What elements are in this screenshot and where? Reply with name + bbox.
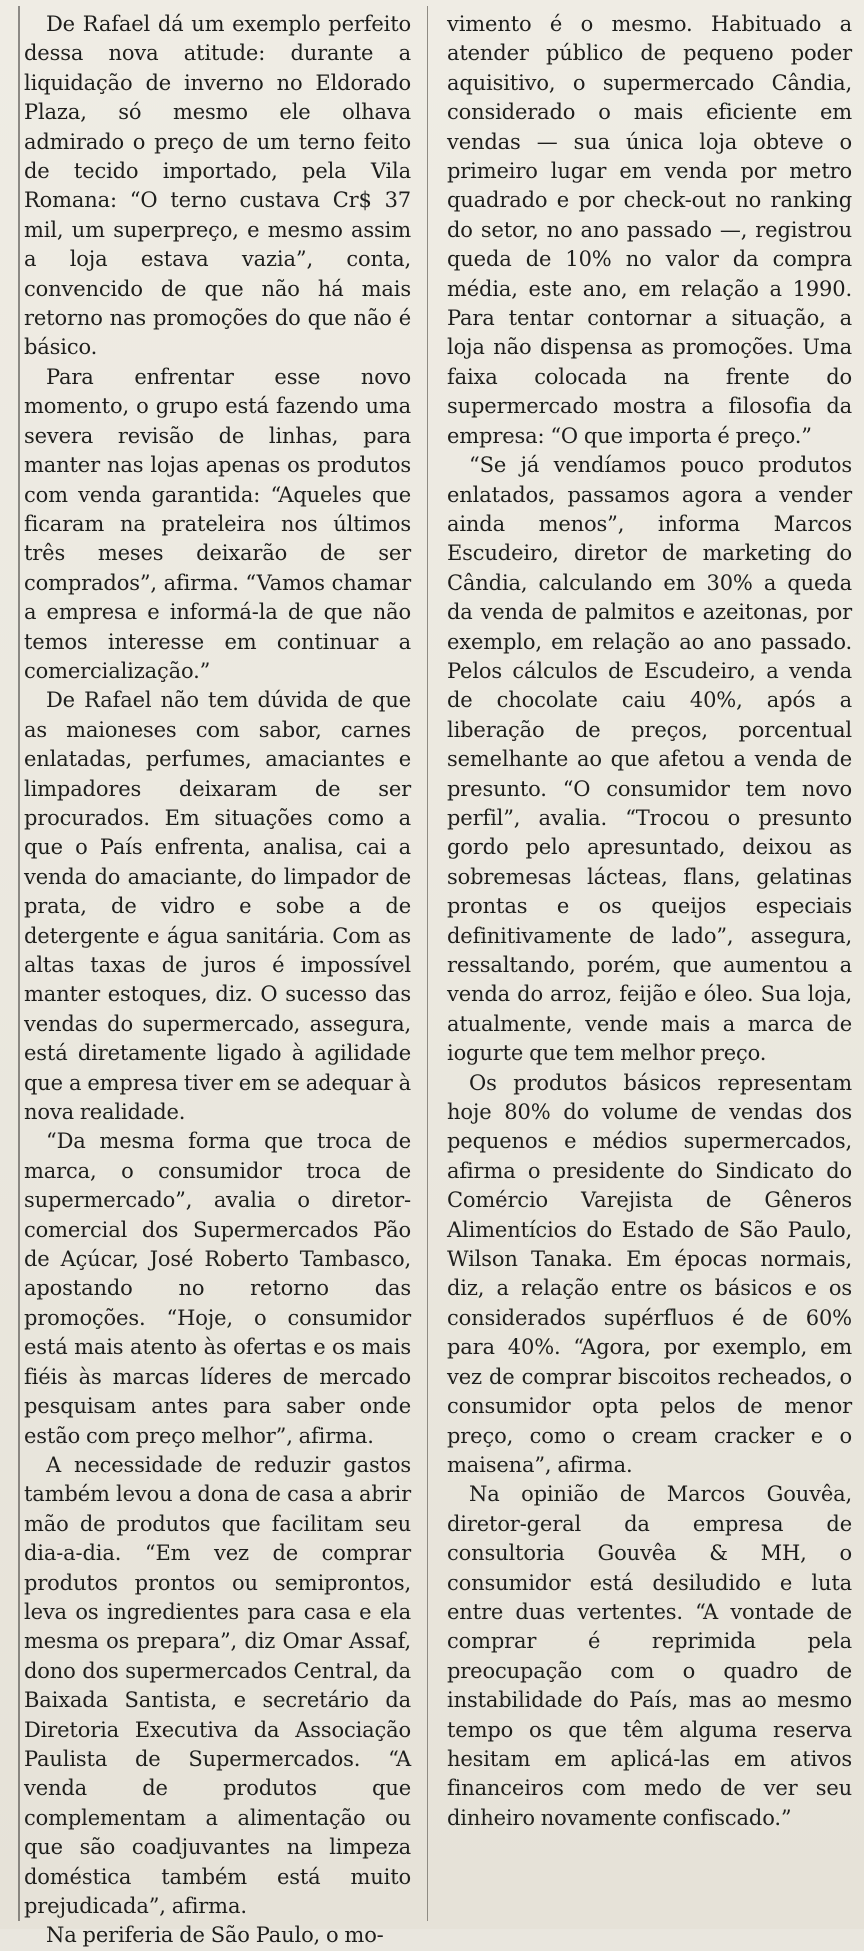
paragraph: Na periferia de São Paulo, o mo- xyxy=(46,1923,384,1948)
paragraph-continued: vimento é o mesmo. Habituado a atender público de pequeno poder aquisitivo, o supermercado Cândia, considerado o mais eficiente em vendas — sua única loja obteve o primeiro lugar em venda por metro quadrado e por check-out no ranking do setor, no ano passado —, registrou queda de 10% no valor da compra média, este ano, em relação a 1990. Para tentar contornar a situação, a loja não dispensa as promoções. Uma faixa colocada na frente do supermercado mostra a filosofia da empresa: “O que importa é preço.” xyxy=(447,12,852,448)
paragraph: Para enfrentar esse novo momento, o grupo está fazendo uma severa revisão de linhas, para manter nas lojas apenas os produtos com venda garantida: “Aqueles que ficaram na prateleira nos últimos três meses deixarão de ser comprados”, afirma. “Vamos chamar a empresa e informá-la de que não temos interesse em continuar a comercialização.” xyxy=(24,364,411,683)
paragraph: De Rafael dá um exemplo perfeito dessa nova atitude: durante a liquidação de inverno no Eldorado Plaza, só mesmo ele olhava admirado o preço de um terno feito de tecido importado, pela Vila Romana: “O terno custava Cr$ 37 mil, um superpreço, e mesmo assim a loja estava vazia”, conta, convencido de que não há mais retorno nas promoções do que não é básico. xyxy=(24,12,411,360)
paragraph: “Da mesma forma que troca de marca, o consumidor troca de supermercado”, avalia o diretor-comercial dos Supermercados Pão de Açúcar, José Roberto Tambasco, apostando no retorno das promoções. “Hoje, o consumidor está mais atento às ofertas e os mais fiéis às marcas líderes de mercado pesquisam antes para saber onde estão com preço melhor”, afirma. xyxy=(24,1129,411,1448)
paragraph: Os produtos básicos representam hoje 80% do volume de vendas dos pequenos e médios supermercados, afirma o presidente do Sindicato do Comércio Varejista de Gêneros Alimentícios do Estado de São Paulo, Wilson Tanaka. Em épocas normais, diz, a relação entre os básicos e os considerados supérfluos é de 60% para 40%. “Agora, por exemplo, em vez de comprar biscoitos recheados, o consumidor opta pelos de menor preço, como o cream cracker e o maisena”, afirma. xyxy=(447,1070,852,1477)
column-divider xyxy=(427,6,428,1921)
paragraph: “Se já vendíamos pouco produtos enlatados, passamos agora a vender ainda menos”, informa Marcos Escudeiro, diretor de marketing do Cândia, calculando em 30% a queda da venda de palmitos e azeitonas, por exemplo, em relação ao ano passado. Pelos cálculos de Escudeiro, a venda de chocolate caiu 40%, após a liberação de preços, porcentual semelhante ao que afetou a venda de presunto. “O consumidor tem novo perfil”, avalia. “Trocou o presunto gordo pelo apresuntado, deixou as sobremesas lácteas, flans, gelatinas prontas e os queijos especiais definitivamente de lado”, assegura, ressaltando, porém, que aumentou a venda do arroz, feijão e óleo. Sua loja, atualmente, vende mais a marca de iogurte que tem melhor preço. xyxy=(447,453,852,1066)
paragraph: A necessidade de reduzir gastos também levou a dona de casa a abrir mão de produtos que facilitam seu dia-a-dia. “Em vez de comprar produtos prontos ou semiprontos, leva os ingredientes para casa e ela mesma os prepara”, diz Omar Assaf, dono dos supermercados Central, da Baixada Santista, e secretário da Diretoria Executiva da Associação Paulista de Supermercados. “A venda de produtos que complementam a alimentação ou que são coadjuvantes na limpeza doméstica também está muito prejudicada”, afirma. xyxy=(24,1452,411,1918)
right-column xyxy=(447,10,852,1920)
left-column xyxy=(6,10,411,1948)
paragraph: De Rafael não tem dúvida de que as maioneses com sabor, carnes enlatadas, perfumes, amaciantes e limpadores deixaram de ser procurados. Em situações como a que o País enfrenta, analisa, cai a venda do amaciante, do limpador de prata, de vidro e sobe a de detergente e água sanitária. Com as altas taxas de juros é impossível manter estoques, diz. O sucesso das vendas do supermercado, assegura, está diretamente ligado à agilidade que a empresa tiver em se adequar à nova realidade. xyxy=(24,688,411,1125)
paragraph: Na opinião de Marcos Gouvêa, diretor-geral da empresa de consultoria Gouvêa & MH, o consumidor está desiludido e luta entre duas vertentes. “A vontade de comprar é reprimida pela preocupação com o quadro de instabilidade do País, mas ao mesmo tempo os que têm alguma reserva hesitam em aplicá-las em ativos financeiros com medo de ver seu dinheiro novamente confiscado.” xyxy=(447,1482,852,1830)
